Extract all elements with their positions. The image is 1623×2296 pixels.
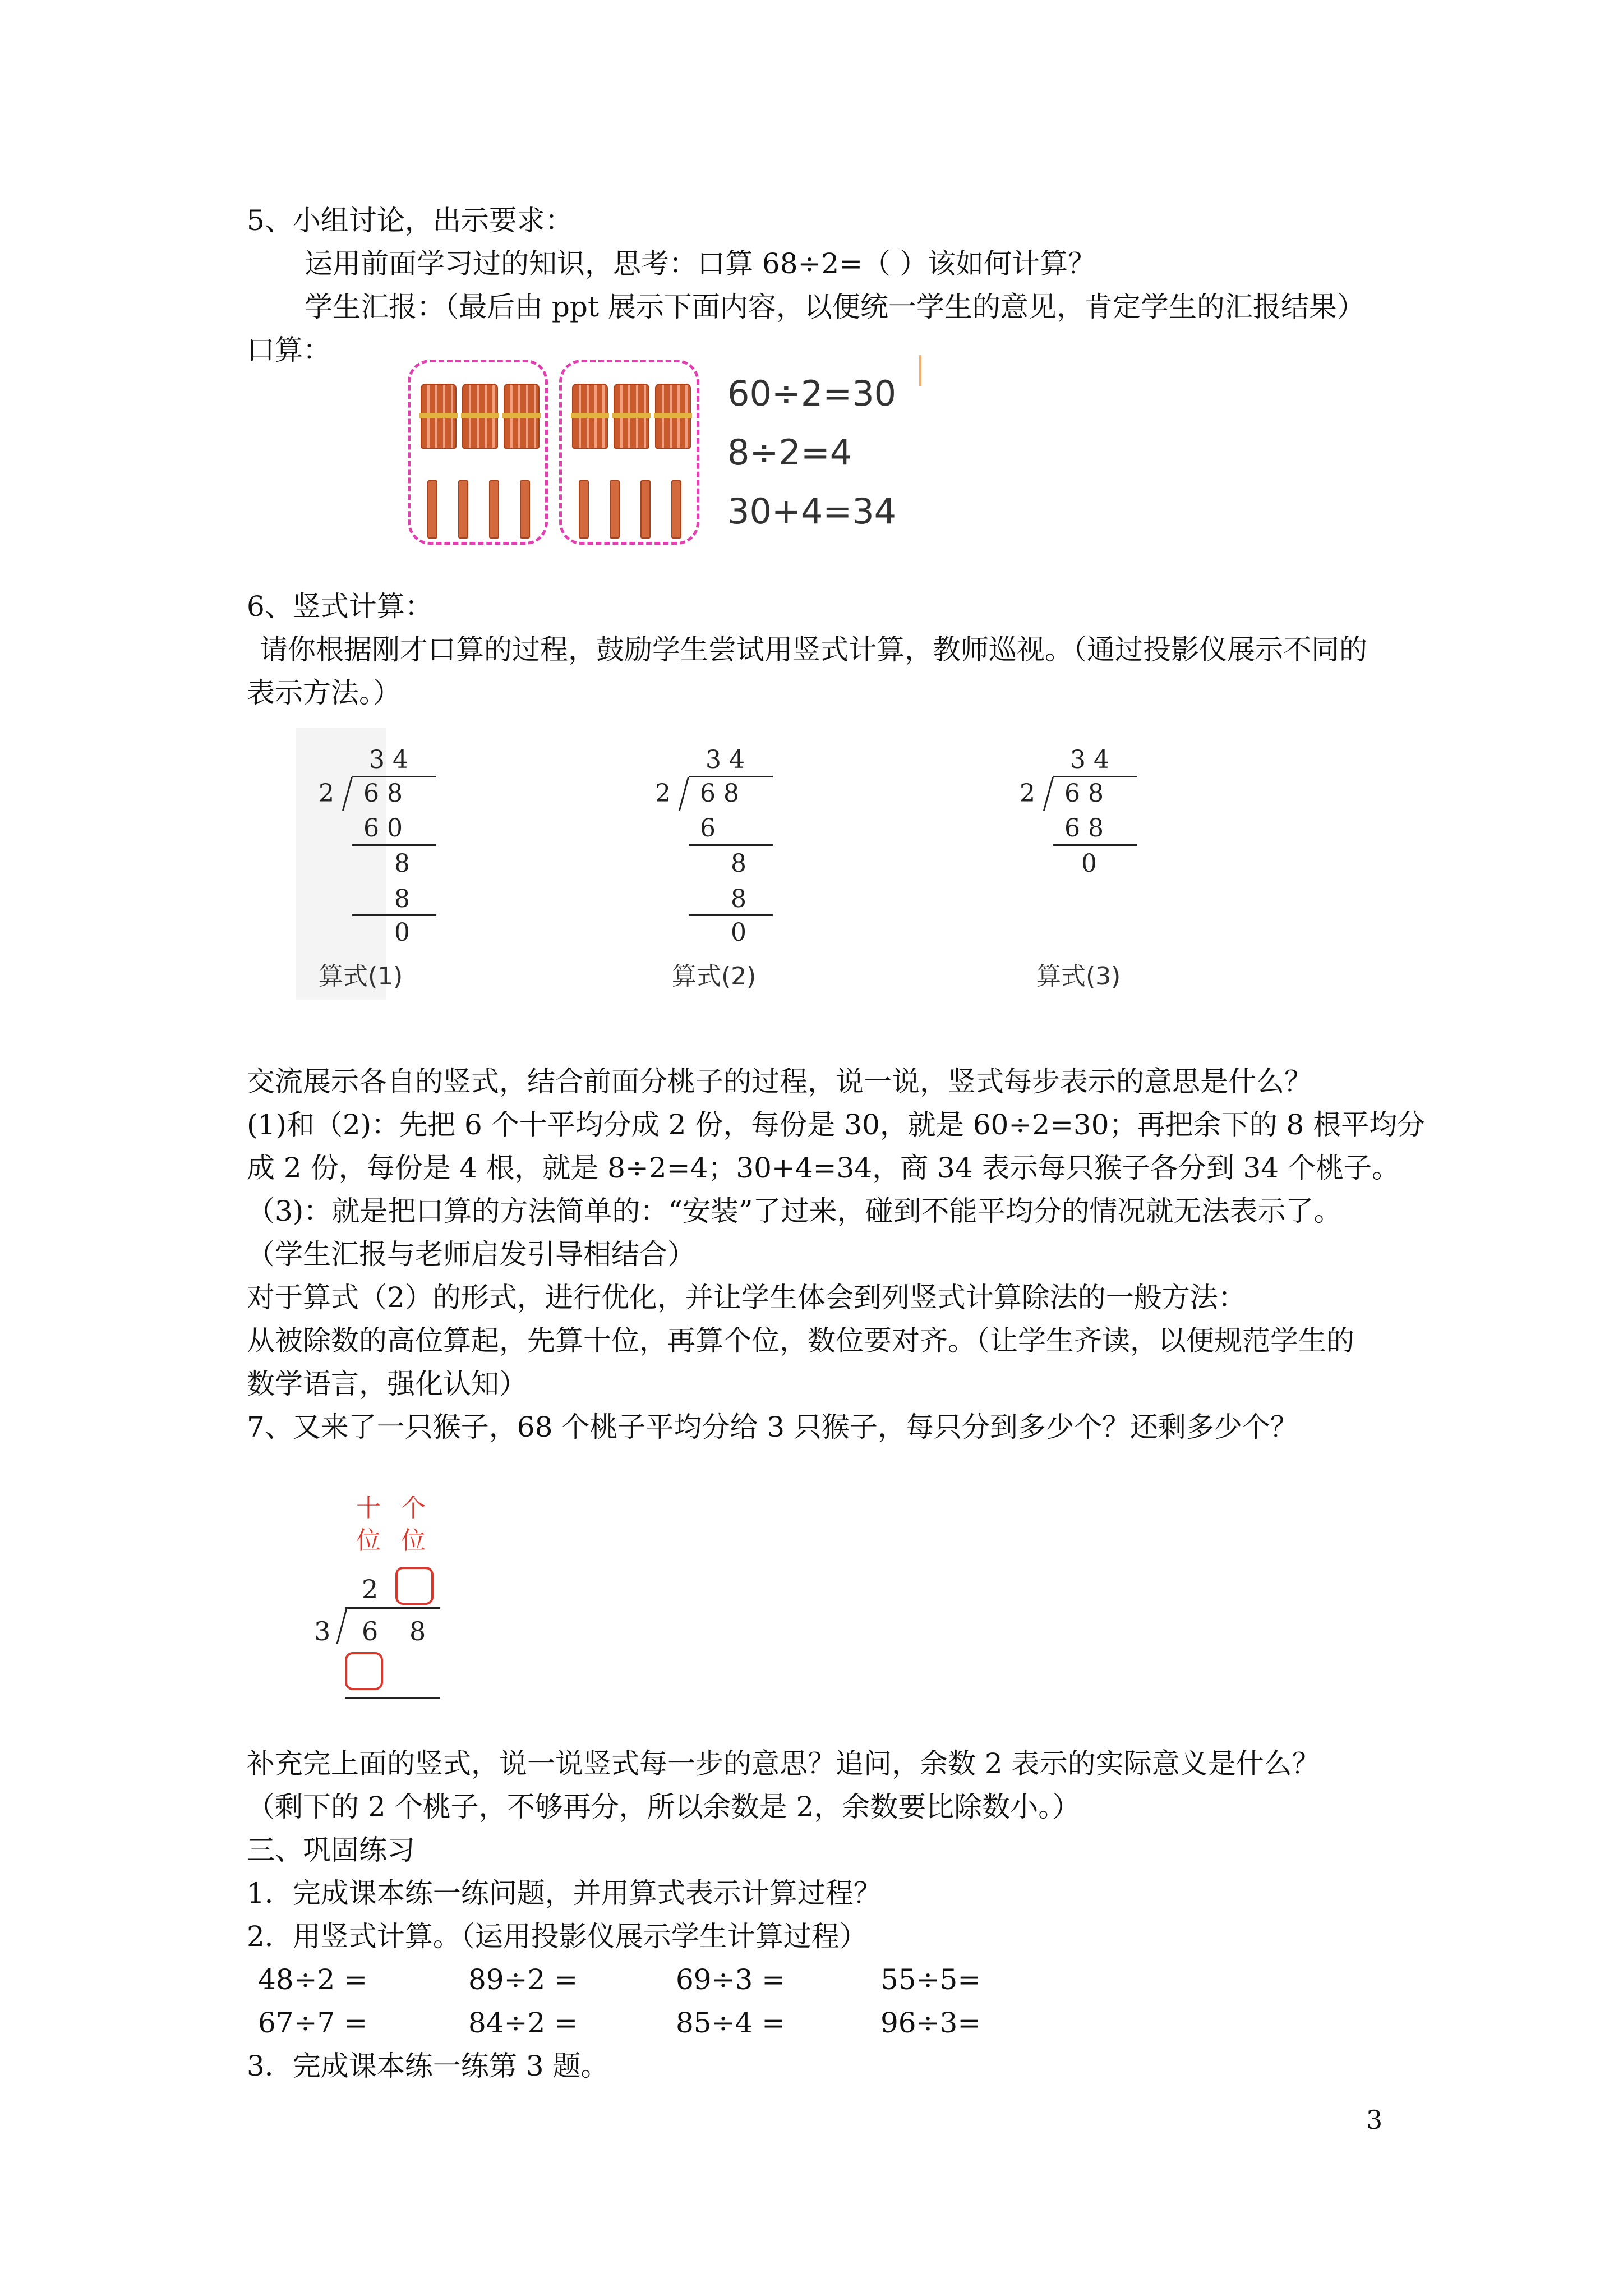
divisor: 2 (1020, 779, 1035, 808)
step-value: 0 (731, 918, 746, 947)
discussion-line: 对于算式（2）的形式，进行优化，并让学生体会到列竖式计算除法的一般方法： (247, 1281, 1246, 1314)
discussion-line: （3)：就是把口算的方法简单的：“安装”了过来，碰到不能平均分的情况就无法表示了。 (247, 1195, 1342, 1227)
tens-label: 十 (356, 1494, 381, 1522)
divisor: 2 (655, 779, 671, 808)
section6-para-line1: 请你根据刚才口算的过程，鼓励学生尝试用竖式计算，教师巡视。（通过投影仪展示不同的 (260, 633, 1367, 666)
stick-bundle (614, 384, 649, 449)
page-number: 3 (1366, 2105, 1383, 2135)
division-bracket (1043, 777, 1054, 811)
method-1-caption: 算式(1) (319, 962, 403, 991)
exercise: 85÷4 = (676, 2007, 786, 2039)
step-line (689, 844, 773, 846)
quotient-digit: 2 (362, 1574, 379, 1604)
step-value: 6 0 (363, 814, 403, 843)
exercise: 55÷5= (880, 1963, 981, 1996)
stick-bundle (572, 384, 608, 449)
section5-heading: 5、小组讨论，出示要求： (247, 204, 573, 237)
part3-heading: 三、巩固练习 (247, 1834, 415, 1866)
ones-label: 位 (401, 1526, 426, 1555)
divisor: 3 (314, 1616, 331, 1646)
exercise: 48÷2 = (258, 1963, 368, 1996)
division-bracket (336, 1609, 348, 1644)
division-method-2 (644, 743, 801, 947)
monkey-division-figure (303, 1487, 449, 1714)
section7-heading: 7、又来了一只猴子，68 个桃子平均分给 3 只猴子，每只分到多少个？还剩多少个？ (247, 1411, 1298, 1443)
part3-item: 1．完成课本练一练问题，并用算式表示计算过程？ (247, 1877, 882, 1910)
division-bracket (342, 777, 353, 811)
stick-group-right (559, 360, 699, 545)
step-line (345, 1697, 440, 1699)
stick-bundle (421, 384, 457, 449)
exercise: 67÷7 = (258, 2007, 368, 2039)
section7-follow-up: 补充完上面的竖式，说一说竖式每一步的意思？追问，余数 2 表示的实际意义是什么？ (247, 1747, 1320, 1780)
step-value: 8 (731, 849, 746, 878)
section5-label: 口算： (247, 334, 331, 366)
discussion-line: 从被除数的高位算起，先算十位，再算个位，数位要对齐。（让学生齐读，以便规范学生的 (247, 1324, 1354, 1357)
exercise: 84÷2 = (468, 2007, 578, 2039)
dividend: 6 8 (700, 779, 739, 808)
dividend: 6 8 (363, 779, 403, 808)
stick-group-left (408, 360, 548, 545)
equation-1: 60÷2=30 (727, 373, 897, 414)
equation-3: 30+4=34 (727, 491, 897, 532)
step-value: 8 (394, 849, 410, 878)
single-stick (640, 480, 651, 539)
section5-report: 学生汇报：（最后由 ppt 展示下面内容，以便统一学生的意见，肯定学生的汇报结果） (305, 291, 1365, 323)
tens-label: 位 (356, 1526, 381, 1555)
part3-item: 2．用竖式计算。（运用投影仪展示学生计算过程） (247, 1920, 868, 1953)
discussion-line: （学生汇报与老师启发引导相结合） (247, 1238, 695, 1271)
divisor: 2 (319, 779, 334, 808)
section6-heading: 6、竖式计算： (247, 590, 433, 623)
stick-bundle (655, 384, 691, 449)
quotient: 3 4 (706, 746, 745, 774)
exercise: 89÷2 = (468, 1963, 578, 1996)
blank-answer-box (345, 1652, 383, 1690)
quotient: 3 4 (369, 746, 408, 774)
step-value: 6 8 (1064, 814, 1104, 843)
single-stick (427, 480, 437, 539)
single-stick (489, 480, 499, 539)
step-value: 0 (394, 918, 410, 947)
discussion-line: 成 2 份，每份是 4 根，就是 8÷2=4；30+4=34，商 34 表示每只猴子各分到 34 个桃子。 (247, 1152, 1400, 1184)
single-stick (520, 480, 530, 539)
single-stick (610, 480, 620, 539)
section6-para-line2: 表示方法。） (247, 677, 401, 709)
exercise: 96÷3= (880, 2007, 981, 2039)
dividend-ones: 8 (409, 1616, 426, 1646)
discussion-line: 数学语言，强化认知） (247, 1368, 527, 1400)
equation-2: 8÷2=4 (727, 432, 852, 473)
division-method-1 (307, 743, 464, 947)
discussion-line: (1)和（2)：先把 6 个十平均分成 2 份，每份是 30，就是 60÷2=30；再把余下的 8 根平均分 (247, 1108, 1426, 1141)
sticks-figure (408, 355, 924, 549)
section7-answer: （剩下的 2 个桃子，不够再分，所以余数是 2，余数要比除数小。） (247, 1791, 1081, 1823)
single-stick (458, 480, 468, 539)
division-bar (345, 1607, 440, 1609)
part3-item: 3．完成课本练一练第 3 题。 (247, 2050, 609, 2082)
long-division-figure (296, 728, 1193, 1000)
section5-task: 运用前面学习过的知识，思考：口算 68÷2=（ ）该如何计算？ (305, 247, 1096, 280)
dividend-tens: 6 (362, 1616, 379, 1646)
method-2-caption: 算式(2) (672, 962, 757, 991)
dividend: 6 8 (1064, 779, 1104, 808)
quotient: 3 4 (1070, 746, 1109, 774)
step-value: 6 (700, 814, 716, 843)
division-bracket (679, 777, 689, 811)
decorative-mark (919, 355, 921, 386)
discussion-line: 交流展示各自的竖式，结合前面分桃子的过程，说一说，竖式每步表示的意思是什么？ (247, 1065, 1312, 1098)
stick-bundle (462, 384, 498, 449)
division-method-3 (1008, 743, 1165, 934)
step-value: 0 (1081, 849, 1097, 878)
stick-bundle (504, 384, 540, 449)
single-stick (579, 480, 589, 539)
blank-answer-box (395, 1567, 434, 1605)
step-line (1053, 844, 1137, 846)
single-stick (671, 480, 681, 539)
step-value: 8 (731, 885, 746, 913)
step-value: 8 (394, 885, 410, 913)
step-line (352, 844, 436, 846)
method-3-caption: 算式(3) (1036, 962, 1121, 991)
exercise: 69÷3 = (676, 1963, 786, 1996)
ones-label: 个 (401, 1494, 426, 1522)
